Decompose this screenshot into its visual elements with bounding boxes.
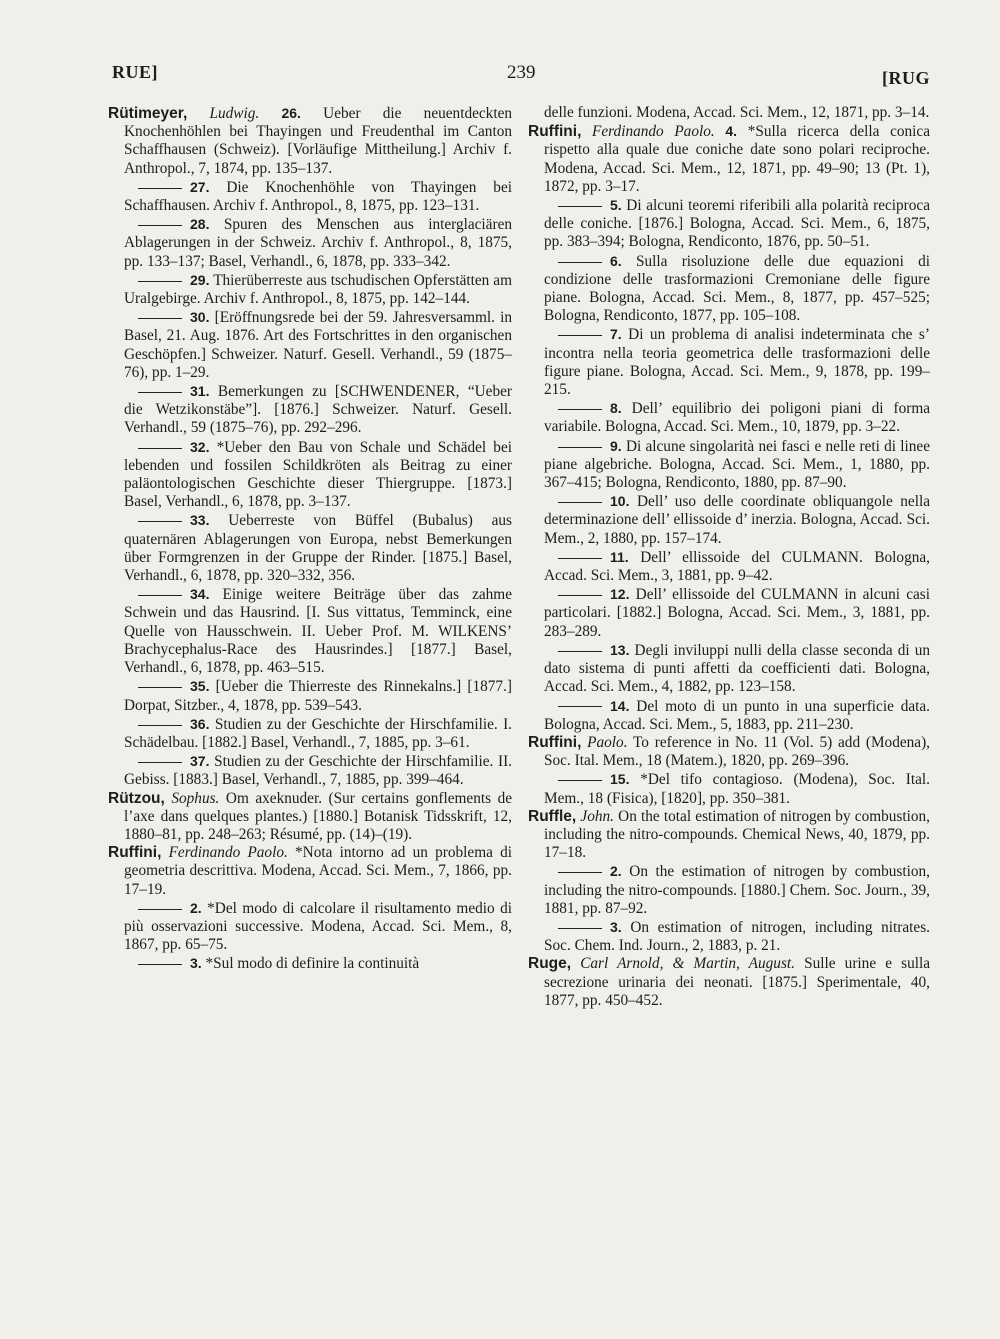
entry-text: [Ueber die Thierreste des Rinnekalns.] [1877.] Dorpat, Sitzber., 4, 1878, pp. 539–543.	[124, 678, 512, 714]
bibliography-entry	[528, 122, 930, 196]
entry-text: Del moto di un punto in una superficie data. Bologna, Accad. Sci. Mem., 5, 1883, pp. 211–230.	[544, 697, 930, 733]
author-name: Ruffini,	[108, 844, 162, 862]
bibliography-entry	[528, 955, 930, 1010]
ditto-rule	[138, 225, 182, 226]
bibliography-entry	[528, 104, 930, 122]
bibliography-entry	[108, 752, 512, 789]
bibliography-entry	[108, 178, 512, 215]
right-column	[528, 104, 930, 1010]
bibliography-entry	[528, 252, 930, 326]
entry-number: 31.	[190, 383, 210, 400]
ditto-rule	[558, 780, 602, 781]
bibliography-entry	[528, 862, 930, 918]
entry-number: 27.	[190, 178, 210, 195]
entry-text: *Nota intorno ad un problema di geometria descrittiva. Modena, Accad. Sci. Mem., 7, 1866, pp. 17–19.	[124, 844, 512, 898]
page-number: 239	[507, 62, 536, 83]
entry-number: 3.	[190, 955, 202, 972]
ditto-rule	[138, 909, 182, 910]
bibliography-entry	[528, 697, 930, 734]
entry-text: On estimation of nitrogen, including nitrates. Soc. Chem. Ind. Journ., 2, 1883, p. 21.	[544, 918, 931, 955]
author-first-name: Ferdinando Paolo.	[592, 123, 715, 141]
entry-number: 30.	[190, 309, 210, 326]
entry-text: *Sul modo di definire la continuità	[205, 955, 420, 973]
ditto-rule	[138, 762, 182, 763]
entry-text: Dell’ equilibrio dei poligoni piani di forma variabile. Bologna, Accad. Sci. Mem., 10, 1879, pp. 3–22.	[544, 400, 931, 436]
entry-number: 2.	[610, 863, 622, 880]
entry-text: [Eröffnungsrede bei der 59. Jahresversamml. in Basel, 21. Aug. 1876. Art des Fortschrittes in den organischen Geschöpfen.] Schweizer. Naturf. Gesell. Verhandl., 59 (1875–76), pp. 1–29.	[124, 309, 513, 381]
bibliography-entry	[528, 770, 930, 807]
ditto-rule	[558, 595, 602, 596]
author-first-name: Ferdinando Paolo.	[168, 844, 288, 862]
entry-text: Sulla risoluzione delle due equazioni di condizione delle trasformazioni Cremoniane delle figure piane. Bologna, Accad. Sci. Mem., 8, 1877, pp. 457–525; Bologna, Rendiconto, 1877, pp. 105–108.	[544, 252, 930, 325]
ditto-rule	[558, 262, 602, 263]
entry-text: Degli inviluppi nulli della classe seconda di un dato sistema di punti affetti da coefficienti dati. Bologna, Accad. Sci. Mem., 4, 1882, pp. 123–158.	[544, 641, 930, 696]
entry-number: 5.	[610, 197, 622, 214]
ditto-rule	[138, 392, 182, 393]
entry-text: Om axeknuder. (Sur certains gonflements de l’axe dans quelques plantes.) [1880.] Botanisk Tidsskrift, 12, 1880–81, pp. 248–263; Résumé, pp. (14)–(19).	[124, 789, 513, 843]
entry-text: Dell’ uso delle coordinate obliquangole nella determinazione dell’ ellissoide d’ inerzia. Bologna, Accad. Sci. Mem., 2, 1880, pp. 157–174.	[544, 493, 931, 547]
entry-number: 28.	[190, 216, 210, 233]
bibliography-entry	[108, 438, 512, 512]
entry-text: *Sulla ricerca della conica rispetto alla quale due coniche date sono polari reciproche. Modena, Accad. Sci. Mem., 12, 1871, pp. 49–90; 13 (Pt. 1), 1872, pp. 3–17.	[544, 123, 931, 195]
ditto-rule	[138, 595, 182, 596]
entry-text: On the estimation of nitrogen by combustion, including the nitro-compounds. [1880.] Chem. Soc. Journ., 39, 1881, pp. 87–92.	[544, 863, 931, 917]
entry-number: 36.	[190, 715, 210, 732]
entry-number: 26.	[281, 105, 301, 121]
ditto-rule	[558, 872, 602, 873]
author-name: Rütimeyer,	[108, 105, 188, 122]
entry-text: *Ueber den Bau von Schale und Schädel bei lebenden und fossilen Schildkröten als Beitrag zu einer paläontologischen Geschichte dieser Thiergruppe. [1873.] Basel, Verhandl., 6, 1878, pp. 3–137.	[124, 438, 512, 511]
ditto-rule	[558, 651, 602, 652]
entry-number: 13.	[610, 641, 630, 658]
entry-number: 14.	[610, 697, 630, 714]
entry-text: Bemerkungen zu [SCHWENDENER, “Ueber die Wetzikonstäbe”]. [1876.] Schweizer. Naturf. Gesell. Verhandl., 59 (1875–76), pp. 292–296.	[124, 383, 512, 437]
bibliography-entry	[528, 399, 930, 436]
bibliography-entry	[108, 844, 512, 899]
entry-number: 33.	[190, 512, 210, 529]
ditto-rule	[558, 447, 602, 448]
bibliography-entry	[108, 677, 512, 714]
author-first-name: Ludwig.	[209, 105, 260, 122]
entry-text: Di alcuni teoremi riferibili alla polarità reciproca delle coniche. [1876.] Bologna, Accad. Sci. Mem., 6, 1875, pp. 383–394; Bologna, Rendiconto, 1876, pp. 50–51.	[544, 197, 930, 251]
author-name: Ruffini,	[528, 733, 582, 751]
page-header	[112, 62, 930, 92]
ditto-rule	[138, 281, 182, 282]
bibliography-entry	[108, 790, 512, 845]
entry-text: Di alcune singolarità nei fasci e nelle reti di linee piane algebriche. Bologna, Accad. Sci. Mem., 1, 1880, pp. 367–415; Bologna, Rendiconto, 1880, pp. 87–90.	[544, 437, 930, 492]
entry-number: 32.	[190, 438, 210, 455]
ditto-rule	[138, 188, 182, 189]
entry-number: 6.	[610, 252, 622, 269]
author-first-name: John.	[580, 807, 614, 825]
ditto-rule	[138, 687, 182, 688]
entry-number: 12.	[610, 586, 630, 603]
entry-number: 37.	[190, 753, 210, 770]
author-name: Ruffini,	[528, 123, 582, 141]
entry-number: 10.	[610, 493, 630, 510]
bibliography-entry	[108, 899, 512, 955]
entry-text: *Del tifo contagioso. (Modena), Soc. Ital. Mem., 18 (Fisica), [1820], pp. 350–381.	[544, 771, 931, 807]
entry-text: Ueberreste von Büffel (Bubalus) aus quaternären Ablagerungen von Europa, nebst Bemerkungen über Formgrenzen in der Gruppe der Rinder. [1875.] Basel, Verhandl., 6, 1878, pp. 320–332, 356.	[124, 512, 512, 585]
entry-number: 9.	[610, 437, 622, 454]
author-first-name: Carl Arnold, & Martin, August.	[580, 955, 795, 973]
bibliography-entry	[528, 918, 930, 955]
entry-text: Dell’ ellissoide del CULMANN. Bologna, Accad. Sci. Mem., 3, 1881, pp. 9–42.	[544, 548, 930, 585]
bibliography-entry	[108, 954, 512, 973]
ditto-rule	[138, 521, 182, 522]
ditto-rule	[138, 448, 182, 449]
entry-text: Di un problema di analisi indeterminata che s’ incontra nella teoria geometrica delle trasformazioni delle figure piane. Bologna, Accad. Sci. Mem., 9, 1878, pp. 199–215.	[544, 326, 930, 399]
ditto-rule	[558, 558, 602, 559]
entry-text: Sulle urine e sulla secrezione urinaria dei neonati. [1875.] Sperimentale, 40, 1877, pp. 450–452.	[544, 955, 931, 1009]
entry-text: delle funzioni. Modena, Accad. Sci. Mem., 12, 1871, pp. 3–14.	[544, 104, 930, 121]
bibliography-entry	[528, 734, 930, 770]
bibliography-entry	[528, 548, 930, 585]
bibliography-entry	[528, 808, 930, 863]
bibliography-entry	[108, 215, 512, 271]
entry-text: On the total estimation of nitrogen by combustion, including the nitro-compounds. Chemical News, 40, 1879, pp. 17–18.	[544, 807, 930, 862]
header-left-range: RUE]	[112, 62, 158, 82]
entry-number: 29.	[190, 271, 210, 288]
entry-number: 8.	[610, 400, 622, 417]
bibliography-entry	[108, 308, 512, 382]
bibliography-entry	[528, 437, 930, 493]
ditto-rule	[138, 318, 182, 319]
ditto-rule	[558, 206, 602, 207]
entry-text: Dell’ ellissoide del CULMANN in alcuni casi particolari. [1882.] Bologna, Accad. Sci. Mem., 3, 1881, pp. 283–289.	[544, 586, 930, 640]
ditto-rule	[138, 725, 182, 726]
entry-text: To reference in No. 11 (Vol. 5) add (Modena), Soc. Ital. Mem., 18 (Matem.), 1820, pp. 269–396.	[544, 733, 930, 770]
entry-text: Studien zu der Geschichte der Hirschfamilie. I. Schädelbau. [1882.] Basel, Verhandl., 7, 1885, pp. 3–61.	[124, 715, 512, 751]
entry-number: 15.	[610, 771, 630, 788]
entry-number: 7.	[610, 326, 622, 343]
entry-text: Einige weitere Beiträge über das zahme Schwein und das Hausrind. [I. Sus vittatus, Temminck, eine Quelle von Hausschwein. II. Ueber Prof. M. WILKENS’ Brachycephalus-Race des Hausrindes.] [1877.] Basel, Verhandl., 6, 1878, pp. 463–515.	[124, 586, 512, 677]
ditto-rule	[558, 502, 602, 503]
ditto-rule	[138, 964, 182, 965]
ditto-rule	[558, 409, 602, 410]
ditto-rule	[558, 928, 602, 929]
entry-text: Studien zu der Geschichte der Hirschfamilie. II. Gebiss. [1883.] Basel, Verhandl., 7, 1885, pp. 399–464.	[124, 753, 513, 789]
entry-text: Ueber die neuentdeckten Knochenhöhlen bei Thayingen und Freudenthal im Canton Schaffhausen (Schweiz). [Vorläufige Mittheilung.] Archiv f. Anthropol., 7, 1874, pp. 135–137.	[124, 105, 513, 177]
bibliography-entry	[528, 641, 930, 697]
entry-number: 34.	[190, 586, 210, 603]
header-right-range: [RUG	[882, 68, 930, 88]
entry-number: 35.	[190, 678, 210, 695]
bibliography-entry	[528, 325, 930, 399]
entry-number: 3.	[610, 918, 622, 935]
author-name: Rützou,	[108, 789, 165, 807]
ditto-rule	[558, 335, 602, 336]
author-first-name: Paolo.	[587, 733, 628, 751]
bibliography-entry	[108, 104, 512, 178]
entry-number: 4.	[725, 123, 738, 140]
author-first-name: Sophus.	[171, 789, 220, 807]
author-name: Ruge,	[528, 955, 572, 973]
bibliography-entry	[108, 585, 512, 677]
bibliography-entry	[528, 585, 930, 641]
bibliography-entry	[108, 382, 512, 438]
author-name: Ruffle,	[528, 807, 577, 825]
bibliography-entry	[108, 715, 512, 752]
left-column	[108, 104, 512, 974]
entry-text: *Del modo di calcolare il risultamento medio di più osservazioni successive. Modena, Accad. Sci. Mem., 8, 1867, pp. 65–75.	[124, 899, 512, 954]
bibliography-entry	[528, 196, 930, 252]
entry-text: Thierüberreste aus tschudischen Opferstätten am Uralgebirge. Archiv f. Anthropol., 8, 1875, pp. 142–144.	[124, 271, 512, 308]
entry-text: Spuren des Menschen aus interglaciären Ablagerungen in der Schweiz. Archiv f. Anthropol., 8, 1875, pp. 133–137; Basel, Verhandl., 6, 1878, pp. 333–342.	[124, 216, 513, 270]
bibliography-entry	[108, 511, 512, 585]
entry-text: Die Knochenhöhle von Thayingen bei Schaffhausen. Archiv f. Anthropol., 8, 1875, pp. 123–131.	[124, 178, 512, 215]
entry-number: 2.	[190, 899, 202, 916]
bibliography-entry	[108, 271, 512, 308]
bibliography-entry	[528, 492, 930, 548]
entry-number: 11.	[610, 548, 629, 565]
ditto-rule	[558, 706, 602, 707]
